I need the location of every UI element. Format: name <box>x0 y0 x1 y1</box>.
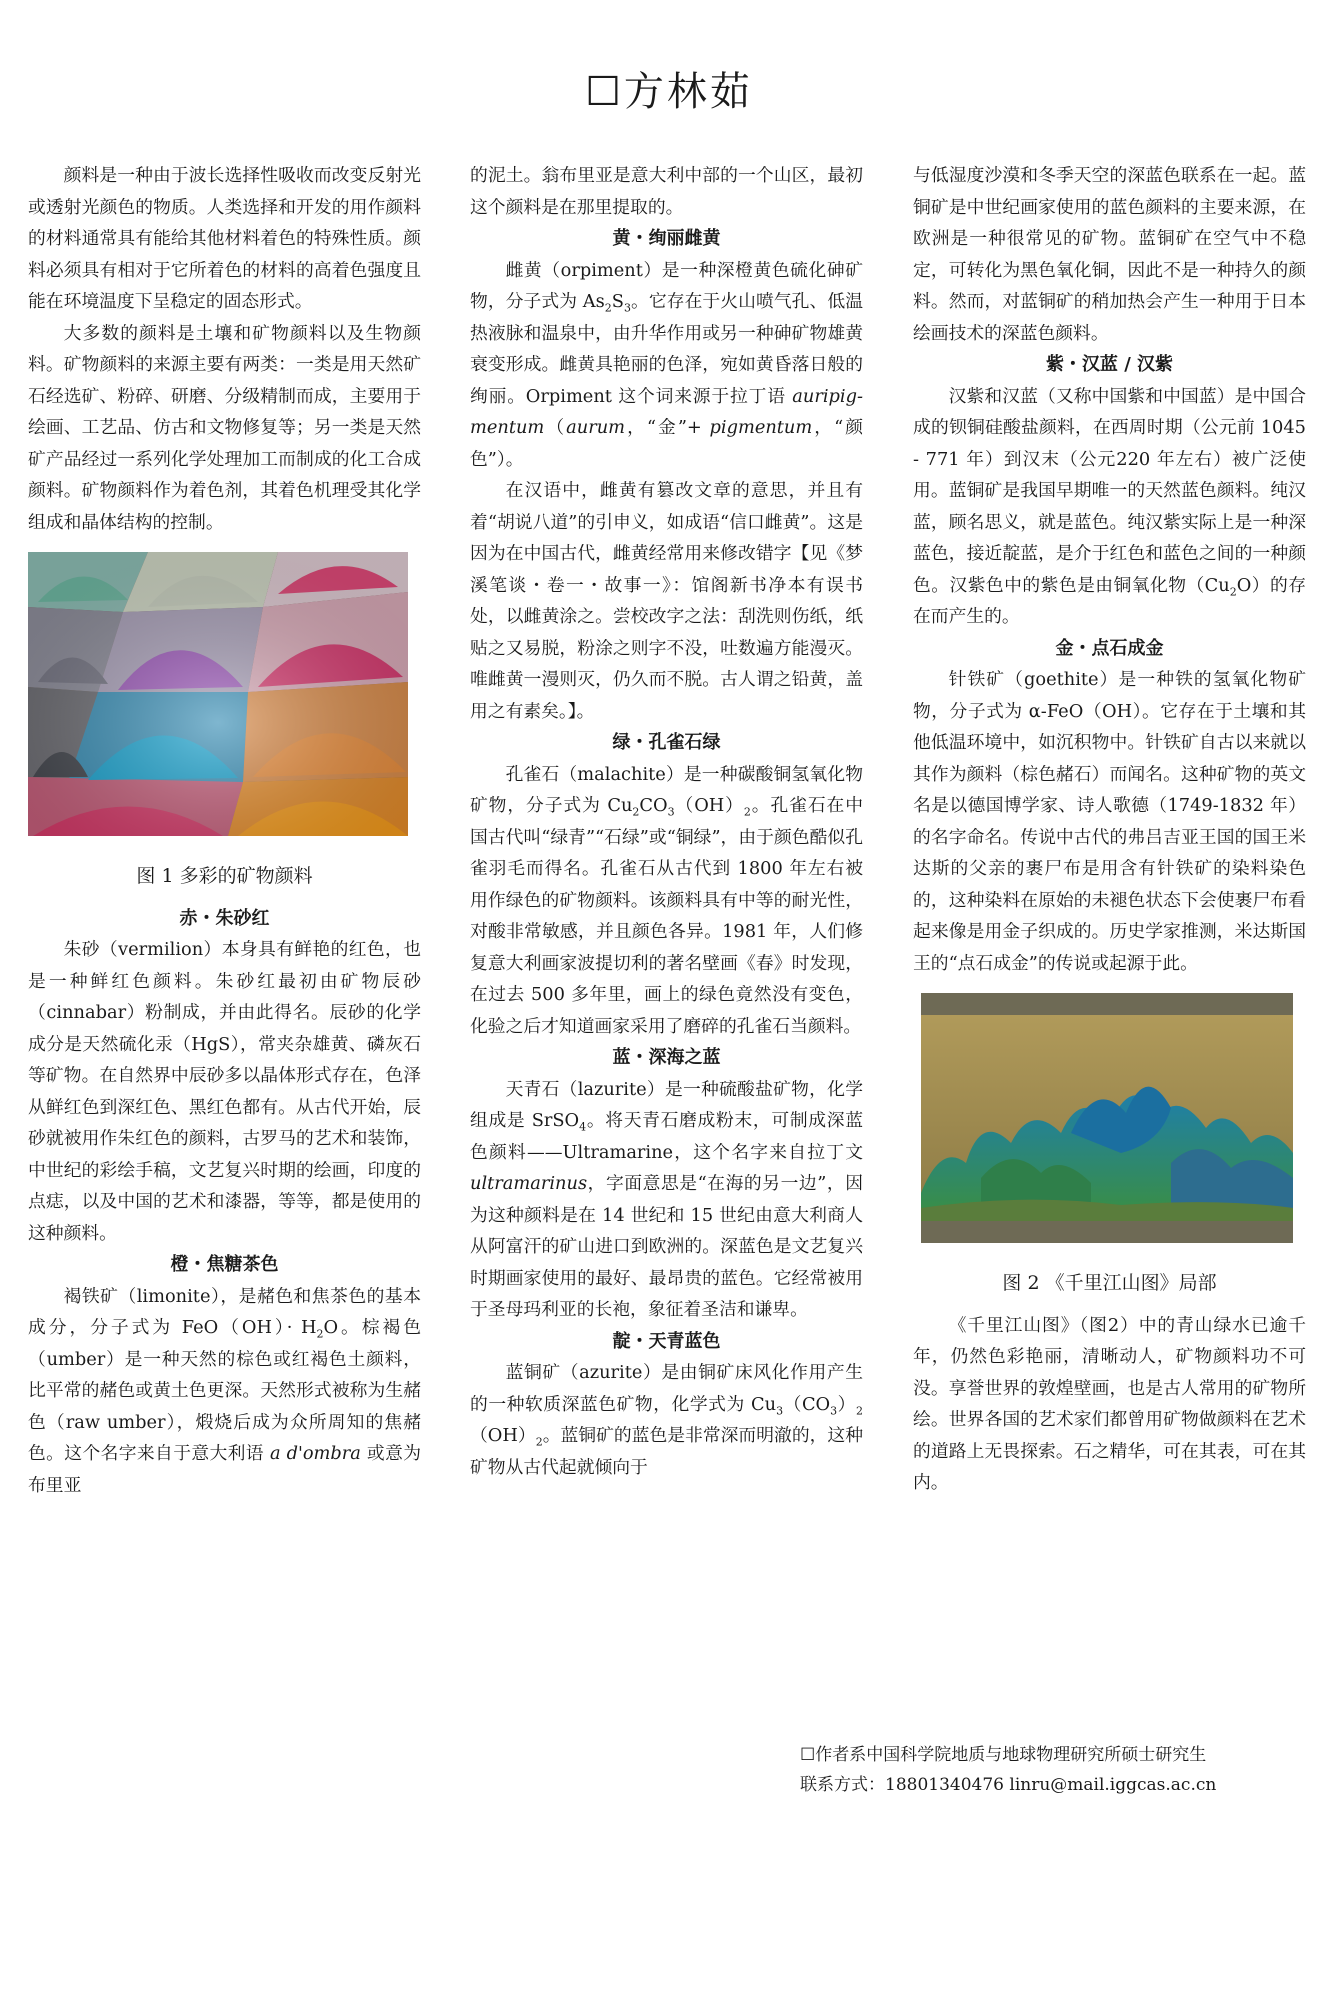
section-red-title: 赤・朱砂红 <box>179 907 270 929</box>
section-orange-paragraph: 褐铁矿（limonite），是赭色和焦茶色的基本成分，分子式为 $FeO(OH)\cdot H_2O$。棕褐色（umber）是一种天然的棕色或红褐色土颜料，比平常的赭色或黄土色更深。天然形式被称为生赭色（raw umber），煅烧后成为众所周知的焦赭色。这个名字来自于意大利语 a d'ombra 或意为布里亚 <box>28 1285 422 1496</box>
closing-paragraph: 《千里江山图》（图2）中的青山绿水已逾千年，仍然色彩艳丽，清晰动人，矿物颜料功不可没。享誉世界的敦煌壁画，也是古人常用的矿物所绘。世界各国的艺术家们都曾用矿物做颜料在艺术的道路上无畏探索。石之精华，可在其表，可在其内。 <box>913 1314 1306 1493</box>
section-yellow-paragraph-1: 雌黄（orpiment）是一种深橙黄色硫化砷矿物，分子式为 $As_2S_3$。它存在于火山喷气孔、低温热液脉和温泉中，由升华作用或另一种砷矿物雄黄衰变形成。雌黄具艳丽的色泽，宛如黄昏落日般的绚丽。Orpiment 这个词来源于拉丁语 auripig- mentum（aurum，“金”+ pigmentum，“颜色”）。 <box>470 259 864 470</box>
section-red-paragraph: 朱砂（vermilion）本身具有鲜艳的红色，也是一种鲜红色颜料。朱砂红最初由矿物辰砂（cinnabar）粉制成，并由此得名。辰砂的化学成分是天然硫化汞（HgS），常夹杂雄黄、磷灰石等矿物。在自然界中辰砂多以晶体形式存在，色泽从鲜红色到深红色、黑红色都有。从古代开始，辰砂就被用作朱红色的颜料，古罗马的艺术和装饰，中世纪的彩绘手稿，文艺复兴时期的绘画，印度的点痣，以及中国的艺术和漆器，等等，都是使用的这种颜料。 <box>28 939 421 1244</box>
section-blue-title: 蓝・深海之蓝 <box>612 1047 721 1068</box>
section-green-title: 绿・孔雀石绿 <box>612 732 721 753</box>
section-orange-title: 橙・焦糖茶色 <box>170 1254 279 1275</box>
section-yellow-paragraph-2: 在汉语中，雌黄有篡改文章的意思，并且有着“胡说八道”的引申义，如成语“信口雌黄”。这是因为在中国古代，雌黄经常用来修改错字【见《梦溪笔谈・卷一・故事一》：馆阁新书净本有误书处，以雌黄涂之。尝校改字之法：刮洗则伤纸，纸贴之又易脱，粉涂之则字不没，吐数遍方能漫灭。唯雌黄一漫则灭，仍久而不脱。古人谓之铅黄，盖用之有素矣。】。 <box>470 480 863 722</box>
section-gold-paragraph: 针铁矿（goethite）是一种铁的氢氧化物矿物，分子式为 α-FeO（OH）。它存在于土壤和其他低温环境中，如沉积物中。针铁矿自古以来就以其作为颜料（棕色赭石）而闻名。这种矿物的英文名是以德国博学家、诗人歌德（1749-1832 年）的名字命名。传说中古代的弗吕吉亚王国的国王米达斯的父亲的裹尸布是用含有针铁矿的染料染色的，这种染料在原始的未褪色状态下会使裹尸布看起来像是用金子织成的。历史学家推测，米达斯国王的“点石成金”的传说或起源于此。 <box>913 669 1306 974</box>
section-green-paragraph: 孔雀石（malachite）是一种碳酸铜氢氧化物矿物，分子式为 $Cu_2CO_3(OH)_2$。孔雀石在中国古代叫“绿青”“石绿”或“铜绿”，由于颜色酷似孔雀羽毛而得名。孔雀石从古代到 1800 年左右被用作绿色的矿物颜料。该颜料具有中等的耐光性，对酸非常敏感，并且颜色各异。1981 年，人们修复意大利画家波提切利的著名壁画《春》时发现，在过去 500 多年里，画上的绿色竟然没有变色，化验之后才知道画家采用了磨碎的孔雀石当颜料。 <box>470 763 863 1037</box>
section-gold-title: 金・点石成金 <box>1055 637 1164 659</box>
pigment-trays-illustration <box>28 552 408 836</box>
column-2 <box>470 160 863 1483</box>
figure-2-landscape-image <box>921 993 1306 1254</box>
section-indigo-title: 靛・天青蓝色 <box>612 1330 721 1352</box>
section-blue-paragraph: 天青石（lazurite）是一种硫酸盐矿物，化学组成是 SrSO$_4$。将天青石磨成粉末，可制成深蓝色颜料——Ultramarine，这个名字来自拉丁文 ultramarinus，字面意思是“在海的另一边”，因为这种颜料是在 14 世纪和 15 世纪由意大利商人从阿富汗的矿山进口到欧洲的。深蓝色是文艺复兴时期画家使用的最好、最昂贵的蓝色。它经常被用于圣母玛利亚的长袍，象征着圣洁和谦卑。 <box>470 1078 863 1320</box>
article-author-title: ☐方林茹 <box>585 69 753 115</box>
section-purple-paragraph: 汉紫和汉蓝（又称中国紫和中国蓝）是中国合成的钡铜硅酸盐颜料，在西周时期（公元前 1045 - 771 年）到汉末（公元220 年左右）被广泛使用。蓝铜矿是我国早期唯一的天然蓝色颜料。纯汉蓝，顾名思义，就是蓝色。纯汉紫实际上是一种深蓝色，接近靛蓝，是介于红色和蓝色之间的一种颜色。汉紫色中的紫色是由铜氧化物$(Cu_2O)$的存在而产生的。 <box>913 385 1307 627</box>
landscape-painting-illustration <box>921 993 1293 1243</box>
section-indigo-paragraph: 蓝铜矿（azurite）是由铜矿床风化作用产生的一种软质深蓝色矿物，化学式为 $Cu_3(CO_3)_2(OH)_2$。蓝铜矿的蓝色是非常深而明澈的，这种矿物从古代起就倾向于 <box>470 1362 863 1478</box>
figure-1-pigment-image <box>28 552 421 847</box>
figure-1-caption: 图 1 多彩的矿物颜料 <box>136 864 313 887</box>
author-contact: 联系方式：18801340476 linru@mail.iggcas.ac.cn <box>800 1775 1217 1795</box>
continued-paragraph-azurite: 与低湿度沙漠和冬季天空的深蓝色联系在一起。蓝铜矿是中世纪画家使用的蓝色颜料的主要来源，在欧洲是一种很常见的矿物。蓝铜矿在空气中不稳定，可转化为黑色氧化铜，因此不是一种持久的颜料。然而，对蓝铜矿的稍加热会产生一种用于日本绘画技术的深蓝色颜料。 <box>913 165 1306 344</box>
author-footer <box>800 1740 1320 1800</box>
continued-paragraph-umbria: 的泥土。翁布里亚是意大利中部的一个山区，最初这个颜料是在那里提取的。 <box>470 165 863 218</box>
figure-2-caption: 图 2 《千里江山图》局部 <box>1002 1271 1217 1294</box>
intro-paragraph-1: 颜料是一种由于波长选择性吸收而改变反射光或透射光颜色的物质。人类选择和开发的用作颜料的材料通常具有能给其他材料着色的特殊性质。颜料必须具有相对于它所着色的材料的高着色强度且能在环境温度下呈稳定的固态形式。 <box>28 165 421 312</box>
intro-paragraph-2: 大多数的颜料是土壤和矿物颜料以及生物颜料。矿物颜料的来源主要有两类：一类是用天然矿石经选矿、粉碎、研磨、分级精制而成，主要用于绘画、工艺品、仿古和文物修复等；另一类是天然矿产品经过一系列化学处理加工而制成的化工合成颜料。矿物颜料作为着色剂，其着色机理受其化学组成和晶体结构的控制。 <box>28 322 421 533</box>
author-affiliation: ☐作者系中国科学院地质与地球物理研究所硕士研究生 <box>800 1745 1207 1765</box>
section-purple-title: 紫・汉蓝 / 汉紫 <box>1045 354 1174 375</box>
column-3 <box>913 160 1306 1499</box>
column-1 <box>28 160 421 1501</box>
section-yellow-title: 黄・绚丽雌黄 <box>612 228 721 249</box>
